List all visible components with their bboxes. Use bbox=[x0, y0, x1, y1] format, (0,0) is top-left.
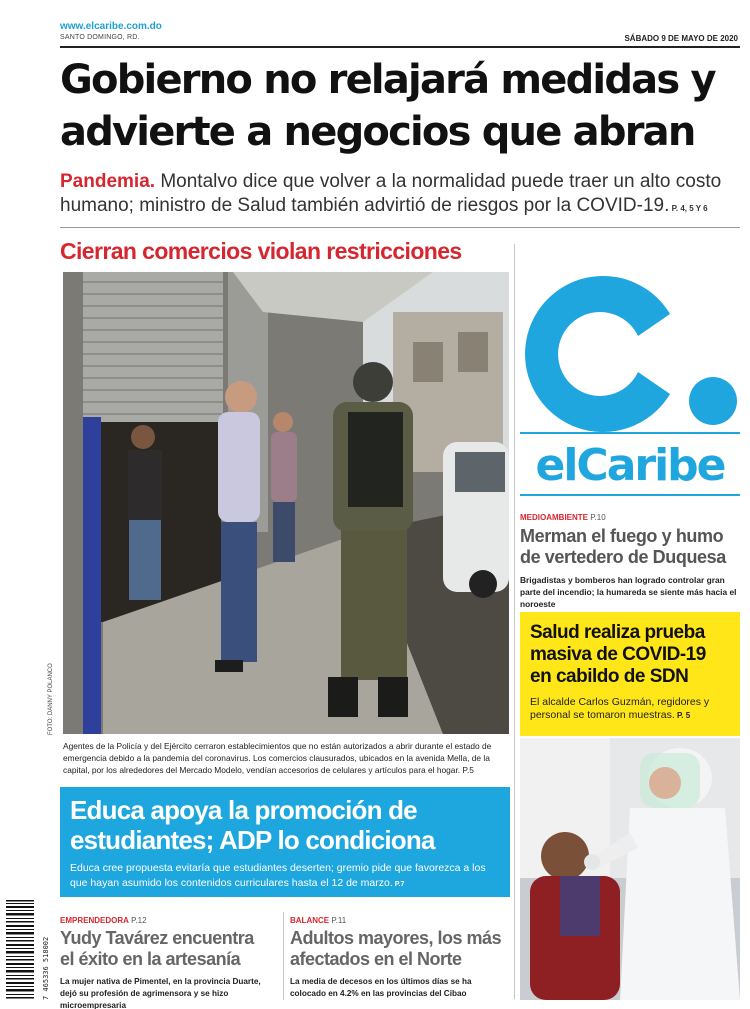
photo-caption-text: Agentes de la Policía y del Ejército cerraron establecimientos que no están autorizados a abrir durante el estado de emergencia debido a la pandemia del coronavirus. Los comercios clausurados, ubicados en la avenida Mella, de la capital, por los alrededores del Mercado Modelo, vendían accesorios de celulares y artículos para el hogar. bbox=[63, 741, 492, 775]
story-headline: Salud realiza prueba masiva de COVID-19 en cabildo de SDN bbox=[530, 622, 706, 687]
column-divider bbox=[514, 244, 515, 999]
story-salud-box[interactable] bbox=[520, 612, 740, 736]
covid-test-photo bbox=[520, 738, 740, 1000]
story-body: Brigadistas y bomberos han logrado controlar gran parte del incendio; la humareda se siente más hacia el noroeste bbox=[520, 575, 737, 609]
story-body: La media de decesos en los últimos días se ha colocado en 4.2% en las provincias del Cibao bbox=[290, 977, 472, 998]
issue-date: SÁBADO 9 DE MAYO DE 2020 bbox=[624, 34, 738, 43]
story-body bbox=[70, 861, 500, 892]
kicker-page: P.12 bbox=[128, 916, 147, 925]
masthead-bar bbox=[60, 18, 740, 48]
story-balance[interactable] bbox=[290, 916, 508, 1000]
main-headline[interactable] bbox=[60, 54, 750, 158]
barcode-number: 7 465336 518002 bbox=[42, 936, 50, 1000]
kicker-label: MEDIOAMBIENTE bbox=[520, 513, 588, 522]
story-headline bbox=[290, 928, 508, 970]
main-headline-line-2: advierte a negocios que abran bbox=[60, 109, 695, 155]
kicker-page: P.10 bbox=[588, 513, 606, 522]
story-headline bbox=[60, 928, 278, 970]
story-body bbox=[530, 696, 730, 722]
story-headline-line-2: estudiantes; ADP lo condiciona bbox=[70, 825, 435, 855]
main-headline-line-1: Gobierno no relajará medidas y bbox=[60, 57, 715, 103]
story-body: La mujer nativa de Pimentel, en la provincia Duarte, dejó su profesión de agrimensora y se hizo microempresaria bbox=[60, 977, 261, 1009]
column-divider bbox=[283, 912, 284, 1000]
deck-page-ref: P. 4, 5 Y 6 bbox=[669, 204, 708, 213]
divider bbox=[60, 227, 740, 228]
logo-rule-top bbox=[520, 432, 740, 434]
barcode-icon bbox=[4, 900, 44, 1000]
story-kicker bbox=[290, 916, 508, 925]
photo-caption-page: P.5 bbox=[460, 765, 474, 775]
city-label: SANTO DOMINGO, RD. bbox=[60, 34, 140, 41]
story-body-text: El alcalde Carlos Guzmán, regidores y personal se tomaron muestras. bbox=[530, 696, 710, 721]
story-headline: Merman el fuego y humo de vertedero de Duquesa bbox=[520, 526, 726, 567]
street-closure-photo bbox=[63, 272, 509, 734]
story-headline-line-2: afectados en el Norte bbox=[290, 949, 462, 969]
kicker-label: EMPRENDEDORA bbox=[60, 916, 129, 925]
photo-story-title[interactable]: Cierran comercios violan restricciones bbox=[60, 238, 462, 264]
story-headline-line-1: Yudy Tavárez encuentra bbox=[60, 928, 254, 948]
photo-credit: FOTO: DANNY POLANCO bbox=[48, 663, 54, 735]
deck-text: Montalvo dice que volver a la normalidad puede traer un alto costo humano; ministro de Salud también advirtió de riesgos por la COVID-19. bbox=[60, 171, 722, 216]
story-emprendedora[interactable] bbox=[60, 916, 278, 1009]
story-kicker bbox=[60, 916, 278, 925]
main-deck bbox=[60, 170, 740, 221]
story-educa-box[interactable] bbox=[60, 787, 510, 897]
logo-wordmark: elCaribe bbox=[535, 440, 725, 491]
kicker-label: BALANCE bbox=[290, 916, 330, 925]
photo-caption bbox=[63, 740, 509, 776]
story-headline bbox=[70, 795, 500, 855]
photo-illustration bbox=[63, 272, 509, 734]
story-headline-line-1: Educa apoya la promoción de bbox=[70, 795, 417, 825]
story-headline-line-2: el éxito en la artesanía bbox=[60, 949, 241, 969]
story-headline-line-1: Adultos mayores, los más bbox=[290, 928, 502, 948]
logo-rule-bottom bbox=[520, 494, 740, 496]
kicker-page: P.11 bbox=[329, 916, 347, 925]
story-page-ref: P. 5 bbox=[674, 711, 691, 720]
story-body-text: Educa cree propuesta evitaría que estudiantes deserten; gremio pide que favorezca a los que hayan asumido los contenidos curriculares hasta el 12 de marzo. bbox=[70, 862, 486, 889]
photo-illustration bbox=[520, 738, 740, 1000]
deck-kicker: Pandemia. bbox=[60, 171, 156, 192]
story-medioambiente[interactable] bbox=[520, 513, 745, 610]
story-kicker bbox=[520, 513, 745, 522]
site-url-link[interactable]: www.elcaribe.com.do bbox=[60, 21, 162, 32]
story-page-ref: P.7 bbox=[392, 881, 405, 888]
